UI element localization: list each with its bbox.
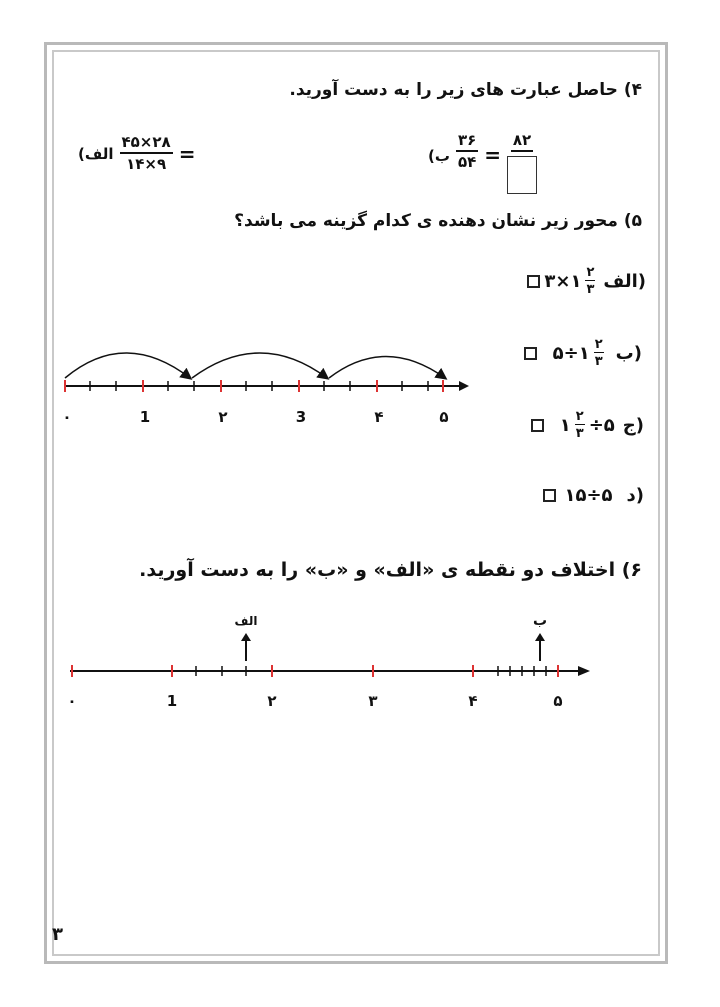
q6-number-line [60,605,600,715]
q5-axis-label: 3 [295,408,307,426]
q4-b-label: (ب [428,147,450,165]
q4-b-equals: = [484,143,502,167]
q6-point-a-arrowhead [241,633,251,641]
q5-number-line [55,340,475,430]
q6-axis-label: ۰ [67,692,77,710]
q4-b-answer-fraction [507,133,537,194]
q5-option-b-frac-num: ۲ [594,337,603,352]
q4-part-a [78,135,199,172]
q6-axis-label: ۲ [267,692,277,710]
q5-option-c-frac-den: ۳ [575,426,584,441]
q4-a-label: (الف [78,144,114,163]
q5-option-b [524,338,642,368]
q4-b-answer-box[interactable] [507,156,537,194]
q5-option-c-frac-num: ۲ [575,409,584,424]
q5-option-c-checkbox[interactable] [531,419,544,432]
q5-option-a-fraction [585,266,595,296]
q6-axis-label: ۴ [468,692,478,710]
q6-axis-label: ۳ [368,692,378,710]
q5-option-c [531,410,644,440]
q5-option-a-label: الف) [603,270,646,292]
q5-jump-arc-1 [65,353,190,378]
q4-a-numerator: ۴۵×۲۸ [120,135,173,154]
q4-a-equals: = [178,141,196,166]
q6-axis-label: ۵ [553,692,563,710]
q5-option-c-fraction [575,410,585,440]
q5-option-a-frac-num: ۲ [586,265,595,280]
q5-jump-arc-3 [329,357,445,379]
q5-option-c-label: ج) [622,414,644,436]
q5-axis-arrowhead [459,381,469,391]
q4-b-answer-numerator: ۸۲ [511,133,533,152]
q5-axis-label: 1 [139,408,151,426]
q6-axis-arrowhead [578,666,590,676]
q4-a-denominator: ۱۴×۹ [126,155,167,173]
page-number: ۳ [52,924,63,945]
q4-b-denominator: ۵۴ [457,153,477,171]
q5-option-d-expr: ۱۵÷۵ [564,485,613,506]
q5-option-a-checkbox[interactable] [527,275,540,288]
q5-option-d [543,485,644,506]
q4-part-b [428,133,537,194]
q5-option-a [527,266,646,296]
q5-option-c-expr: ÷۵ [588,414,615,436]
q5-option-b-checkbox[interactable] [524,347,537,360]
question-5-title: ۵) محور زیر نشان دهنده ی کدام گزینه می باشد؟ [234,211,642,231]
q5-option-b-label: ب) [615,342,642,364]
q4-b-numerator: ۳۶ [456,133,478,152]
question-6-title: ۶) اختلاف دو نقطه ی «الف» و «ب» را به دست آورید. [139,559,642,581]
q5-option-a-frac-den: ۳ [586,282,595,297]
q5-axis-label: ۲ [218,408,228,426]
q5-option-d-checkbox[interactable] [543,489,556,502]
q5-option-c-whole: ۱ [559,414,571,436]
q4-b-fraction [456,133,478,170]
q5-option-b-frac-den: ۳ [594,354,603,369]
q5-option-b-expr: ۵÷۱ [552,342,590,364]
q5-axis-label: ۴ [374,408,384,426]
q6-axis-label: 1 [166,692,178,710]
question-4-title: ۴) حاصل عبارت های زیر را به دست آورید. [289,80,642,100]
q5-axis-label: ۵ [439,408,449,426]
q5-jump-arc-2 [192,353,327,378]
q5-axis-label: ۰ [62,408,72,426]
q5-option-d-label: د) [626,485,644,506]
q5-option-a-expr: ۳×۱ [544,270,582,292]
q6-point-b-arrowhead [535,633,545,641]
q4-a-fraction [120,135,173,172]
q6-point-b-label: ب [532,613,548,629]
q5-option-b-fraction [594,338,604,368]
q6-point-a-label: الف [234,614,258,628]
